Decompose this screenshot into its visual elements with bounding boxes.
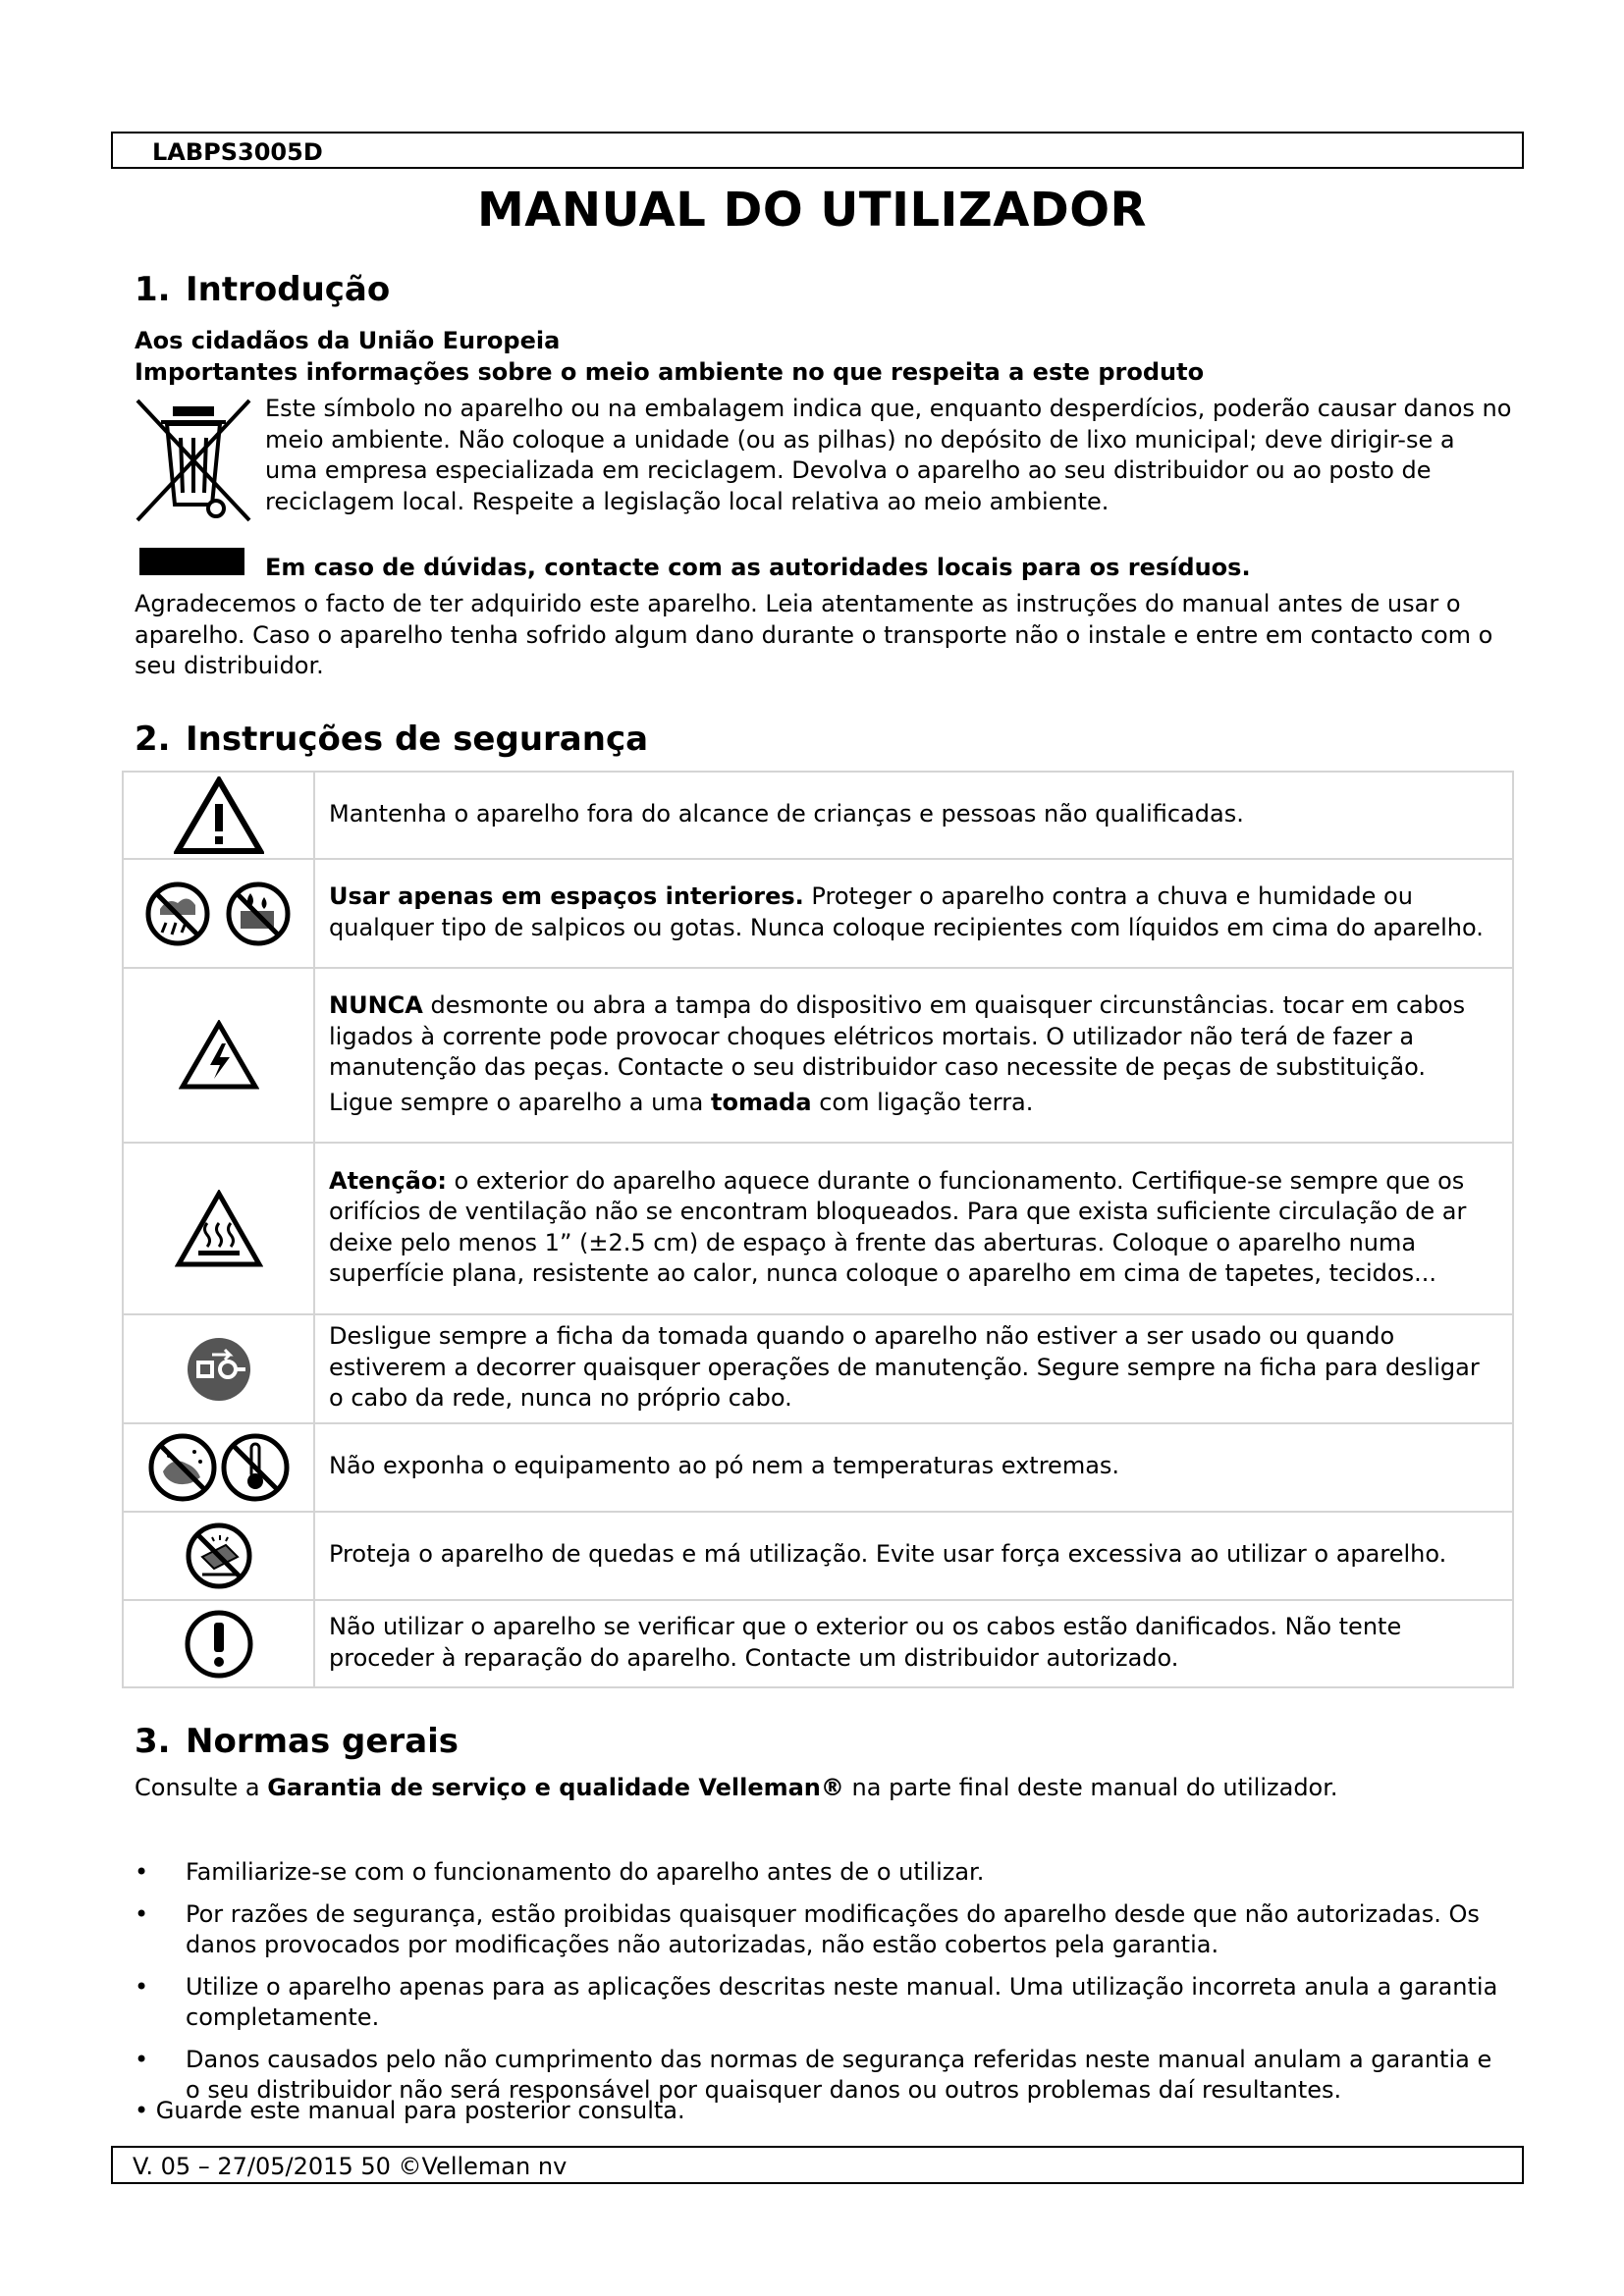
safety-row xyxy=(123,1314,1513,1423)
safety-icon-cell xyxy=(123,968,314,1143)
section-1-title: Introdução xyxy=(186,270,391,309)
unplug-icon xyxy=(185,1335,253,1404)
warning-triangle-icon xyxy=(174,776,264,855)
safety-icon-cell xyxy=(123,1143,314,1314)
section-3-number: 3. xyxy=(135,1722,171,1761)
doubt-contact-line: Em caso de dúvidas, contacte com as autoridades locais para os resíduos. xyxy=(265,554,1251,581)
header-box xyxy=(111,132,1524,169)
keep-manual-bullet: • Guarde este manual para posterior consulta. xyxy=(135,2097,685,2124)
safety-text-cell: Proteja o aparelho de quedas e má utilização. Evite usar força excessiva ao utilizar o aparelho. xyxy=(314,1512,1513,1600)
safety-row xyxy=(123,1143,1513,1314)
no-dust-extreme-temperature-icon xyxy=(145,1432,293,1503)
list-item: • Utilize o aparelho apenas para as aplicações descritas neste manual. Uma utilização incorreta anula a garantia completamente. xyxy=(135,1972,1509,2034)
safety-icon-cell xyxy=(123,1512,314,1600)
safety-row xyxy=(123,968,1513,1143)
model-number: LABPS3005D xyxy=(152,138,323,166)
footer-version: V. 05 – 27/05/2015 50 ©Velleman nv xyxy=(133,2153,568,2180)
safety-row xyxy=(123,1423,1513,1512)
safety-row xyxy=(123,1512,1513,1600)
safety-text-cell: Mantenha o aparelho fora do alcance de crianças e pessoas não qualificadas. xyxy=(314,772,1513,859)
electric-shock-icon xyxy=(179,1020,259,1091)
indoor-use-icon xyxy=(142,880,296,948)
caution-exclamation-icon xyxy=(184,1609,254,1680)
eu-citizens-line: Aos cidadãos da União Europeia xyxy=(135,327,561,354)
safety-text-cell: Usar apenas em espaços interiores. Proteger o aparelho contra a chuva e humidade ou qualquer tipo de salpicos ou gotas. Nunca coloque recipientes com líquidos em cima do aparelho. xyxy=(314,859,1513,968)
document-title: MANUAL DO UTILIZADOR xyxy=(477,183,1147,238)
environment-info-line: Importantes informações sobre o meio ambiente no que respeita a este produto xyxy=(135,358,1205,386)
section-2-heading xyxy=(135,720,648,759)
no-drop-icon xyxy=(185,1522,253,1590)
safety-row xyxy=(123,859,1513,968)
safety-icon-cell xyxy=(123,1314,314,1423)
section-3-heading xyxy=(135,1722,459,1761)
section-2-number: 2. xyxy=(135,720,171,759)
hot-surface-icon xyxy=(175,1190,263,1268)
weee-paragraph: Este símbolo no aparelho ou na embalagem indica que, enquanto desperdícios, poderão causar danos no meio ambiente. Não coloque a unidade (ou as pilhas) no depósito de lixo municipal; deve dirigir-se a uma empresa especializada em reciclagem. Devolva o aparelho ao seu distribuidor ou ao posto de reciclagem local. Respeite a legislação local relativa ao meio ambiente. xyxy=(265,395,1512,515)
section-1-number: 1. xyxy=(135,270,171,309)
thanks-paragraph: Agradecemos o facto de ter adquirido este aparelho. Leia atentamente as instruções do manual antes de usar o aparelho. Caso o aparelho tenha sofrido algum dano durante o transporte não o instale e entre em contacto com o seu distribuidor. xyxy=(135,590,1493,679)
safety-text-cell: Não exponha o equipamento ao pó nem a temperaturas extremas. xyxy=(314,1423,1513,1512)
weee-black-bar xyxy=(139,548,244,575)
safety-row xyxy=(123,772,1513,859)
safety-icon-cell xyxy=(123,772,314,859)
list-item: • Familiarize-se com o funcionamento do aparelho antes de o utilizar. xyxy=(135,1857,1509,1889)
safety-row xyxy=(123,1600,1513,1687)
section-3-title: Normas gerais xyxy=(186,1722,460,1761)
safety-icon-cell xyxy=(123,1600,314,1687)
section-2-title: Instruções de segurança xyxy=(186,720,649,759)
crossed-out-bin-icon xyxy=(132,395,255,526)
safety-text-cell: Desligue sempre a ficha da tomada quando o aparelho não estiver a ser usado ou quando estiverem a decorrer quaisquer operações de manutenção. Segure sempre na ficha para desligar o cabo da rede, nunca no próprio cabo. xyxy=(314,1314,1513,1423)
safety-icon-cell xyxy=(123,1423,314,1512)
safety-text-cell: Atenção: o exterior do aparelho aquece durante o funcionamento. Certifique-se sempre que os orifícios de ventilação não se encontram bloqueados. Para que exista suficiente circulação de ar deixe pelo menos 1” (±2.5 cm) de espaço à frente das aberturas. Coloque o aparelho numa superfície plana, resistente ao calor, nunca coloque o aparelho em cima de tapetes, tecidos... xyxy=(314,1143,1513,1314)
general-rules-list xyxy=(135,1857,1509,2117)
safety-table xyxy=(122,771,1514,1688)
list-item: • Danos causados pelo não cumprimento das normas de segurança referidas neste manual anulam a garantia e o seu distribuidor não será responsável por quaisquer danos ou outros problemas daí resultantes. xyxy=(135,2045,1509,2107)
safety-text-cell: Não utilizar o aparelho se verificar que o exterior ou os cabos estão danificados. Não tente proceder à reparação do aparelho. Contacte um distribuidor autorizado. xyxy=(314,1600,1513,1687)
footer-box xyxy=(111,2146,1524,2184)
list-item: • Por razões de segurança, estão proibidas quaisquer modificações do aparelho desde que não autorizadas. Os danos provocados por modificações não autorizadas, não estão cobertos pela garantia. xyxy=(135,1899,1509,1961)
safety-icon-cell xyxy=(123,859,314,968)
safety-text-cell: NUNCA desmonte ou abra a tampa do dispositivo em quaisquer circunstâncias. tocar em cabos ligados à corrente pode provocar choques elétricos mortais. O utilizador não terá de fazer a manutenção das peças. Contacte o seu distribuidor caso necessite de peças de substituição. Ligue sempre o aparelho a uma tomada com ligação terra. xyxy=(314,968,1513,1143)
warranty-reference: Consulte a Garantia de serviço e qualidade Velleman® na parte final deste manual do utilizador. xyxy=(135,1774,1338,1801)
section-1-heading xyxy=(135,270,390,309)
